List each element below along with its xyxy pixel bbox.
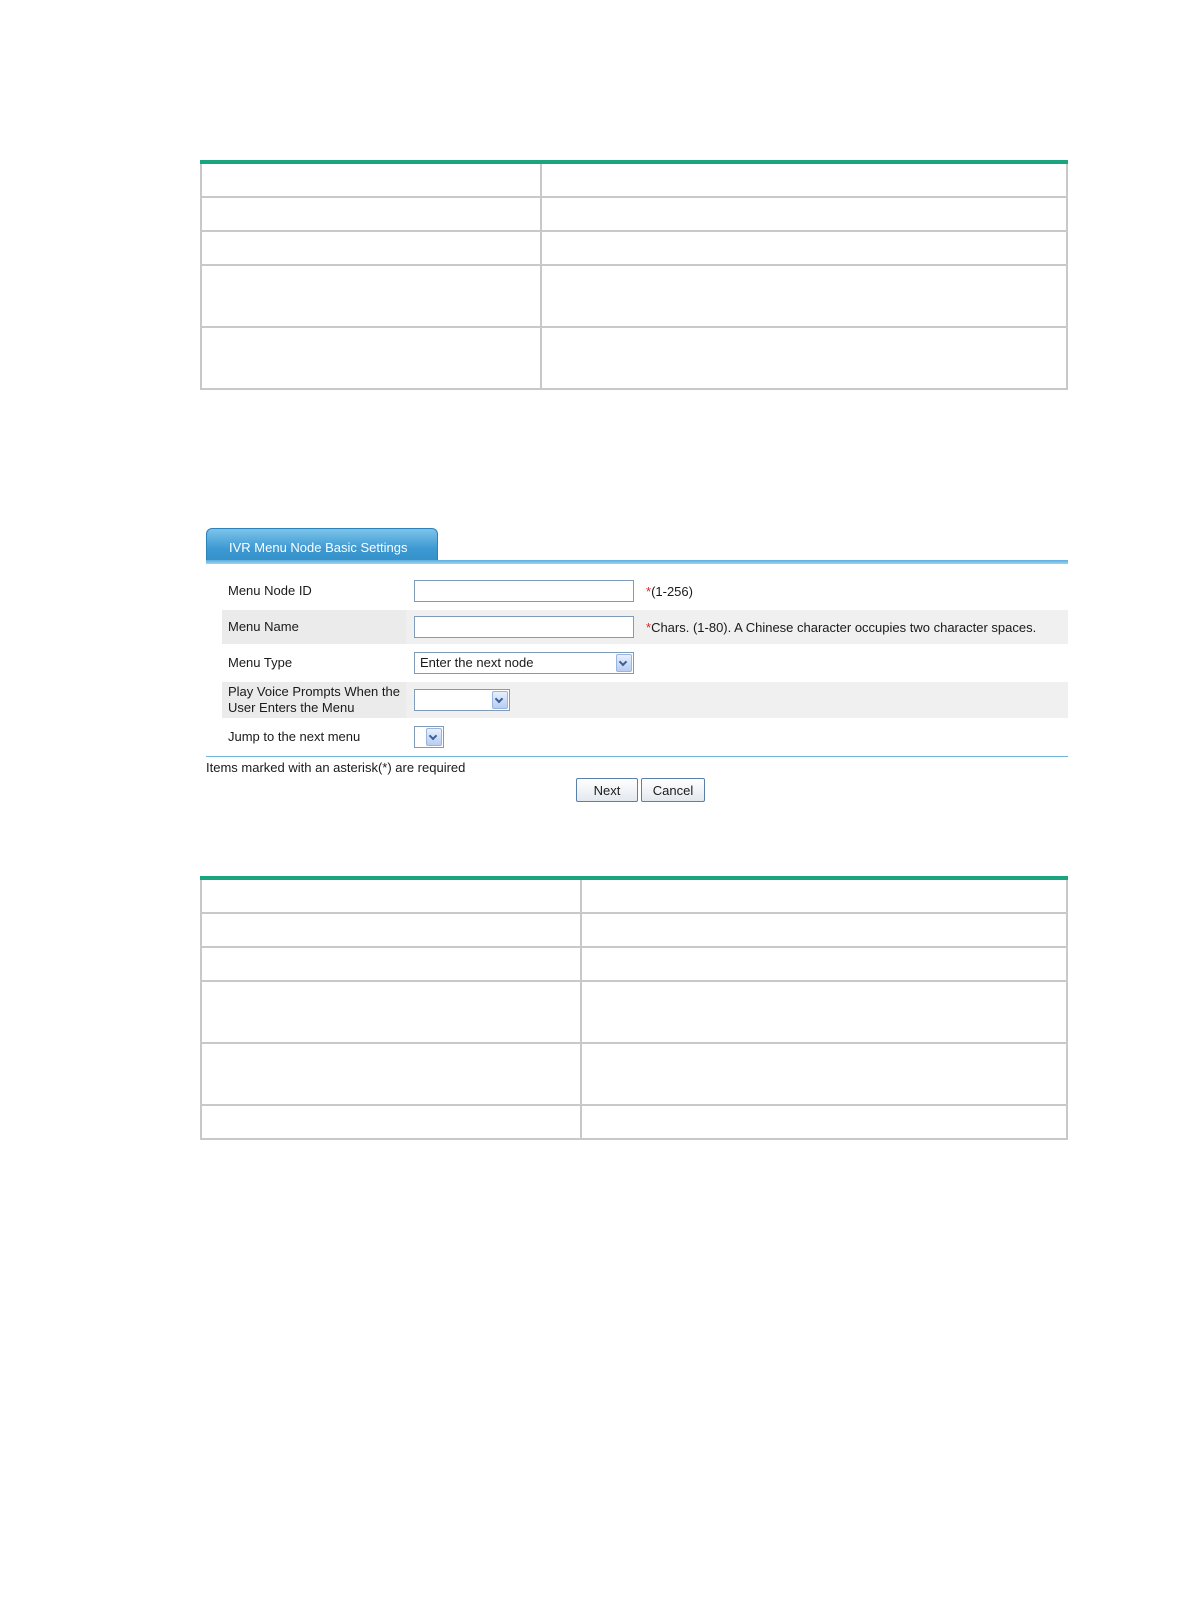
table-row [201,265,1067,327]
menu-name-input[interactable] [414,616,634,638]
menu-node-id-row [222,574,1068,608]
menu-name-row [222,610,1068,644]
required-note: Items marked with an asterisk(*) are required [206,760,466,775]
table-row [201,231,1067,265]
top-table [200,160,1068,390]
chevron-down-icon[interactable] [492,691,508,709]
table-row [201,913,1067,947]
table-row [201,947,1067,981]
menu-type-row [222,646,1068,680]
menu-name-label: Menu Name [222,610,406,644]
form-divider [206,756,1068,757]
menu-name-hint [646,610,1036,644]
required-asterisk: * [646,619,652,635]
tab-title: IVR Menu Node Basic Settings [229,540,408,555]
play-voice-prompts-row [222,682,1068,718]
menu-type-select[interactable] [414,652,634,674]
ivr-menu-node-settings-panel [206,528,1068,808]
table-row [201,981,1067,1043]
play-voice-prompts-select[interactable] [414,689,510,711]
table-row [201,878,1067,913]
tab-underline [206,560,1068,564]
jump-next-menu-row [222,720,1068,754]
menu-node-id-hint [646,574,693,608]
menu-type-selected-value: Enter the next node [420,655,534,670]
required-asterisk: * [646,583,652,599]
chevron-down-icon[interactable] [616,654,632,672]
play-voice-prompts-label: Play Voice Prompts When the User Enters the Menu [222,682,406,718]
jump-next-menu-select[interactable] [414,726,444,748]
table-row [201,1043,1067,1105]
table-row [201,327,1067,389]
menu-node-id-input[interactable] [414,580,634,602]
settings-tab[interactable] [206,528,438,562]
cancel-button[interactable]: Cancel [641,778,705,802]
chevron-down-icon[interactable] [426,728,442,746]
jump-next-menu-label: Jump to the next menu [228,729,361,744]
next-button[interactable]: Next [576,778,638,802]
menu-node-id-label: Menu Node ID [228,583,312,598]
table-row [201,197,1067,231]
hint-text: Chars. (1-80). A Chinese character occupies two character spaces. [651,619,1037,635]
hint-text: (1-256) [651,583,693,599]
bottom-table [200,876,1068,1140]
table-row [201,1105,1067,1139]
menu-type-label: Menu Type [228,655,293,670]
table-row [201,162,1067,197]
